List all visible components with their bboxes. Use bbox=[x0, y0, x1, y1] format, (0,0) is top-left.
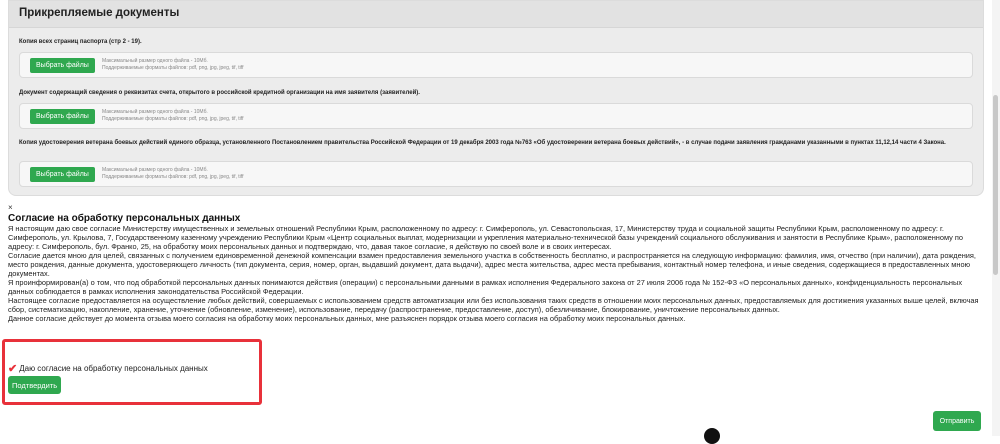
checkmark-icon[interactable]: ✔ bbox=[8, 363, 18, 375]
mouse-cursor-icon bbox=[704, 428, 720, 444]
consent-paragraph: Данное согласие действует до момента отзыва моего согласия на обработку моих персональных данных, мне разъяснен порядок отзыва моего согласия на обработку моих персональных данных. bbox=[8, 314, 686, 323]
attachments-header: Прикрепляемые документы bbox=[9, 1, 983, 28]
consent-paragraph: Я настоящим даю свое согласие Министерству имущественных и земельных отношений Республики Крым, расположенному по адресу: г. Симферополь, ул. Севастопольская, 17, Министерству труда и социальной защиты Республики Крым, расположенному по адресу: г. Симферополь, ул. Крылова, 7, Государственному казенному учреждению Республики Крым «Центр социальных выплат, модернизации и укрепления материально-технической базы учреждений социального обслуживания и занятости в Республике Крым», расположенному по адресу: г. Симферополь, бул. Франко, 25, на обработку моих персональных данных и подтверждаю, что, давая такое согласие, я действую по своей воле и в своих интересах. bbox=[8, 224, 963, 251]
consent-title: Согласие на обработку персональных данных bbox=[8, 213, 241, 224]
upload-hint: Максимальный размер одного файла - 10Мб. Поддерживаемые форматы файлов: pdf, png, jpg, jpeg, tif, tiff bbox=[102, 58, 244, 71]
consent-paragraph: Согласие дается мною для целей, связанных с получением единовременной денежной компенсации взамен предоставления земельного участка в собственность бесплатно, и распространяется на следующую информацию: фамилия, имя, отчество (при наличии), дата рождения, место рождения, данные документа, удостоверяющего личность (тип документа, серия, номер, орган, выдавший документ, дата выдачи), адрес места жительства, адрес места пребывания, контактный номер телефона, и иные сведения, содержащиеся в предоставленных мною документах. bbox=[8, 251, 976, 278]
choose-files-button-bank-details[interactable]: Выбрать файлы bbox=[30, 109, 95, 124]
attachments-panel bbox=[8, 0, 984, 196]
upload-hint: Максимальный размер одного файла - 10Мб. Поддерживаемые форматы файлов: pdf, png, jpg, jpeg, tif, tiff bbox=[102, 109, 244, 122]
scrollbar-thumb[interactable] bbox=[993, 95, 998, 275]
consent-paragraph: Я проинформирован(а) о том, что под обработкой персональных данных понимаются действия (операции) с персональными данными в рамках исполнения Федерального закона от 27 июля 2006 года № 152-ФЗ «О персональных данных», конфиденциальность персональных данных соблюдается в рамках исполнения законодательства Российской Федерации. bbox=[8, 278, 963, 296]
close-icon[interactable]: × bbox=[8, 203, 13, 212]
consent-checkbox-label: Даю согласие на обработку персональных данных bbox=[19, 364, 208, 373]
choose-files-button-passport[interactable]: Выбрать файлы bbox=[30, 58, 95, 73]
consent-text bbox=[8, 224, 988, 323]
consent-checkbox-row[interactable] bbox=[8, 362, 208, 375]
document-title-veteran-certificate: Копия удостоверения ветерана боевых действий единого образца, установленного Постановлением правительства Российской Федерации от 19 декабря 2003 года №763 «Об удостоверении ветерана боевых действий», - в случае подачи заявления гражданами указанными в пунктах 11,12,14 части 4 Закона. bbox=[19, 140, 946, 146]
consent-paragraph: Настоящее согласие предоставляется на осуществление любых действий, совершаемых с использованием средств автоматизации или без использования таких средств в отношении моих персональных данных, предоставляемых для достижения указанных выше целей, включая сбор, систематизацию, накопление, хранение, уточнение (обновление, изменение), использование, передачу (распространение, предоставление, доступ), обезличивание, блокирование, уничтожение персональных данных. bbox=[8, 296, 979, 314]
upload-hint: Максимальный размер одного файла - 10Мб. Поддерживаемые форматы файлов: pdf, png, jpg, jpeg, tif, tiff bbox=[102, 167, 244, 180]
upload-box-veteran-certificate bbox=[19, 161, 973, 187]
upload-box-bank-details bbox=[19, 103, 973, 129]
upload-box-passport bbox=[19, 52, 973, 78]
confirm-button[interactable]: Подтвердить bbox=[8, 376, 61, 394]
document-title-bank-details: Документ содержащий сведения о реквизитах счета, открытого в российской кредитной организации на имя заявителя (заявителей). bbox=[19, 90, 420, 96]
choose-files-button-veteran-certificate[interactable]: Выбрать файлы bbox=[30, 167, 95, 182]
send-button[interactable]: Отправить bbox=[933, 411, 981, 431]
document-title-passport: Копия всех страниц паспорта (стр 2 - 19). bbox=[19, 39, 142, 45]
